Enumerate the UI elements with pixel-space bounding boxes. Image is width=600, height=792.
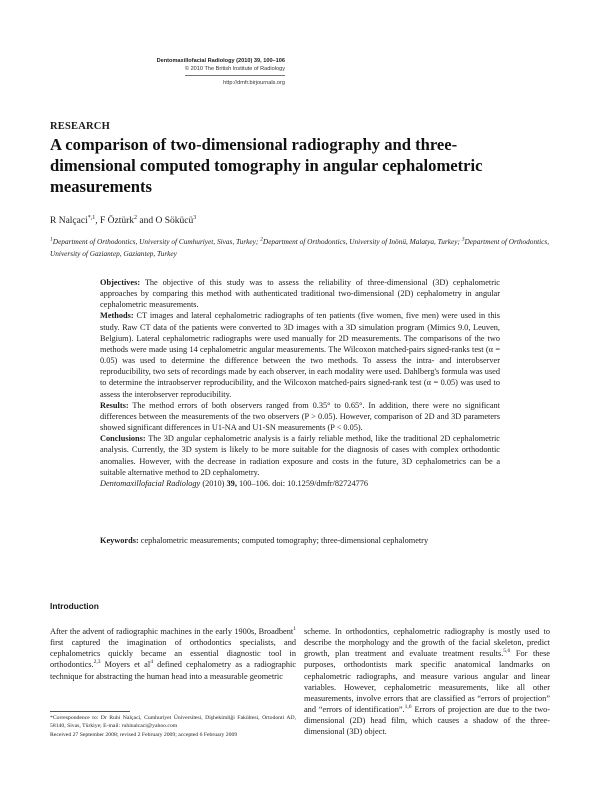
- article-title: A comparison of two-dimensional radiography and three-dimensional computed tomography in angular cephalometric measurements: [50, 135, 483, 196]
- citation-year: (2010): [200, 478, 227, 488]
- footnote-rule: [50, 711, 130, 712]
- intro-text: For these purposes, orthodontists mark specific anatomical landmarks on cephalometric radiographs, and measure various angular and linear variables. However, cephalometric measurements, like all other measurements, involve errors that are classified as “errors of projection” and “errors of identification”.: [304, 649, 550, 715]
- section-label: RESEARCH: [50, 121, 110, 132]
- intro-text: Errors of projection are due to the two-dimensional (2D) head film, which causes a shadow of the three-dimensional (3D) object.: [304, 705, 550, 737]
- journal-header: [25, 57, 285, 86]
- intro-text: first captured the imagination of orthodontics specialists, and cephalometrics quickly became an essential diagnostic tool in orthodontics.: [50, 638, 296, 670]
- citation-volume: 39,: [226, 478, 237, 488]
- methods-label: Methods:: [100, 311, 134, 321]
- affil-sup: 1: [50, 236, 53, 243]
- intro-text: After the advent of radiographic machines in the early 1900s, Broadbent: [50, 627, 294, 636]
- conclusions-text: The 3D angular cephalometric analysis is a fairly reliable method, like the traditional 2D cephalometric analysis. Currently, the 3D system is likely to be more suitable for the diagnosis of cases with complex orthodontic anomalies. However, with the decrease in radiation exposure and costs in the future, 3D cephalometrics can be a suitable alternative method to 2D cephalometry.: [100, 434, 500, 477]
- methods-text: CT images and lateral cephalometric radiographs of ten patients (five women, five men) were used in this study. Raw CT data of the patients were converted to 3D images with a 3D simulation program (Mimics 9.0, Leuven, Belgium). Lateral cephalometric radiographs were used manually for 2D measurements. The comparisons of the two methods were made using 14 cephalometric angular measurements. The Wilcoxon matched-pairs signed-ranks test (α = 0.05) was used to determine the difference between the two methods. To assess the intra- and interobserver reproducibility, two sets of recordings made by each observer, in each modality were used. Dahlberg's formula was used to determine the intraobserver reproducibility, and the Wilcoxon matched-pairs signed-rank test (α = 0.05) was used to assess the interobserver reproducibility.: [100, 311, 501, 399]
- abstract-objectives: [100, 277, 500, 310]
- affil-sup: 2: [260, 236, 263, 243]
- intro-text: defined cephalometry as a radiographic technique for abstracting the human head into a measurable geometric: [50, 660, 297, 681]
- author-list: [50, 216, 196, 226]
- header-rule: [185, 75, 285, 76]
- keywords: [100, 535, 500, 546]
- author-sup: 2: [134, 214, 138, 221]
- author-sup: 3: [193, 214, 197, 221]
- author-name: and O Sökücü: [137, 216, 194, 226]
- affiliations: [50, 236, 550, 260]
- affiliation-text: Department of Orthodontics, University of Inönü, Malatya, Turkey;: [262, 237, 462, 246]
- affiliation-text: Department of Orthodontics, University of Gaziantep, Gaziantep, Turkey: [50, 237, 550, 258]
- conclusions-label: Conclusions:: [100, 434, 146, 444]
- affil-sup: 3: [461, 236, 465, 243]
- author-sup: *,1: [87, 214, 96, 221]
- keywords-text: cephalometric measurements; computed tomography; three-dimensional cephalometry: [140, 536, 429, 545]
- author-name: , F Öztürk: [95, 216, 135, 226]
- abstract-results: [100, 400, 500, 433]
- journal-url[interactable]: http://dmfr.birjournals.org: [223, 80, 285, 86]
- results-text: The method errors of both observers ranged from 0.35° to 0.65°. In addition, there were no significant differences between the measurements of the two observers (P > 0.05). However, comparison of 2D and 3D parameters showed significant differences in U1-NA and U1-SN measurements (P < 0.05).: [100, 400, 500, 433]
- journal-name: Dentomaxillofacial Radiology (2010) 39, 100–106: [156, 58, 285, 64]
- abstract: [100, 277, 500, 489]
- objectives-label: Objectives:: [100, 278, 141, 287]
- keywords-label: Keywords:: [100, 536, 139, 545]
- footnotes: [50, 714, 296, 739]
- citation-doi[interactable]: 100–106. doi: 10.1259/dmfr/82724776: [236, 478, 369, 488]
- ref-sup[interactable]: 1: [293, 626, 296, 633]
- introduction-heading: Introduction: [50, 601, 99, 611]
- ref-sup[interactable]: 4: [150, 659, 153, 666]
- journal-copyright: © 2010 The British Institute of Radiology: [184, 66, 285, 72]
- abstract-conclusions: [100, 433, 500, 478]
- intro-left-column: [50, 626, 296, 682]
- affiliation-text: Department of Orthodontics, University of Cumhuriyet, Sivas, Turkey;: [52, 237, 261, 246]
- intro-text: scheme. In orthodontics, cephalometric radiography is mostly used to describe the morphology and the growth of the facial skeleton, predict growth, plan treatment and evaluate treatment results.: [304, 627, 550, 659]
- objectives-text: The objective of this study was to assess the reliability of three-dimensional (3D) cephalometric approaches by comparing this method with authenticated traditional two-dimensional (2D) cephalometry in angular cephalometric measurements.: [100, 278, 500, 310]
- intro-right-column: [304, 626, 550, 738]
- received-note: Received 27 September 2008; revised 2 February 2009; accepted 6 February 2009: [50, 731, 238, 738]
- ref-sup[interactable]: 5,6: [503, 648, 511, 655]
- correspondence-note: *Correspondence to: Dr Ruhi Nalçaci, Cumhuriyet Üniversitesi, Dişhekimliği Fakültesi, Ortodonti AD, 58140, Sivas, Türkiye; E-mail: ruhinalcaci@yahoo.com: [50, 715, 296, 730]
- ref-sup[interactable]: 1,6: [404, 704, 412, 711]
- abstract-methods: [100, 310, 500, 399]
- author-name: R Nalçaci: [50, 216, 88, 226]
- ref-sup[interactable]: 2,3: [93, 659, 101, 666]
- intro-text: Moyers et al: [100, 660, 151, 670]
- results-label: Results:: [100, 400, 129, 410]
- abstract-citation: [100, 478, 500, 489]
- citation-journal: Dentomaxillofacial Radiology: [100, 478, 201, 488]
